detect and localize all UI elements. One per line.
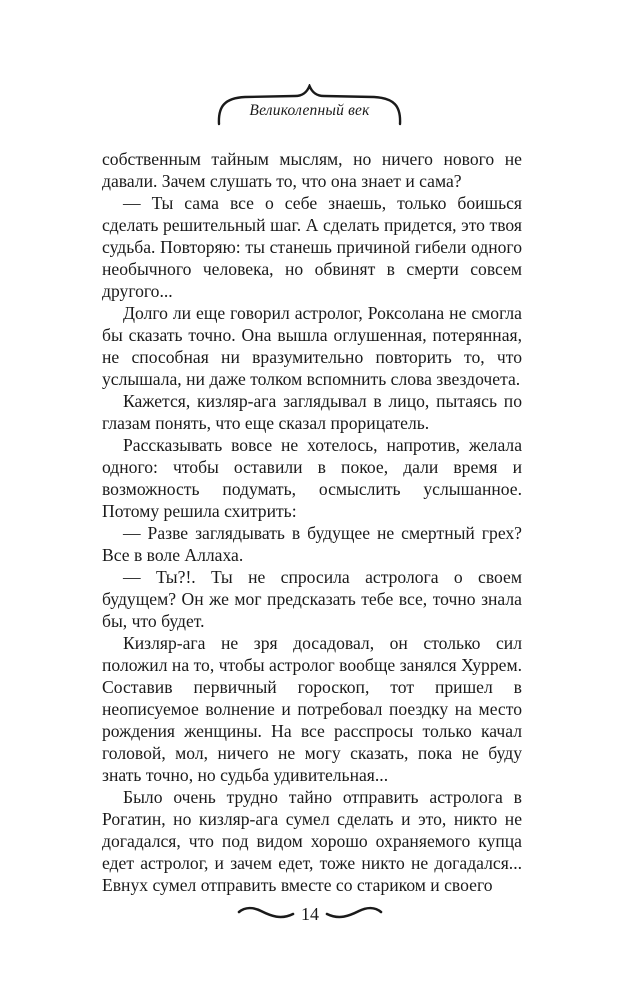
paragraph: — Ты?!. Ты не спросила астролога о своем будущем? Он же мог предсказать тебе все, точно знала бы, что будет. <box>102 567 522 631</box>
paragraph: Рассказывать вовсе не хотелось, напротив, желала одного: чтобы оставили в покое, дали время и возможность подумать, осмыслить услышанное. Потому решила схитрить: <box>102 435 522 521</box>
page-footer <box>235 898 385 934</box>
paragraph: Было очень трудно тайно отправить астролога в Рогатин, но кизляр-ага сумел сделать и это, никто не догадался, что под видом хорошо охраняемого купца едет астролог, и зачем едет, тоже никто не догадался... Евнух сумел отправить вместе со стариком и своего <box>102 787 522 895</box>
page-body <box>102 148 522 896</box>
paragraph: — Разве заглядывать в будущее не смертный грех? Все в воле Аллаха. <box>102 523 522 565</box>
paragraph: Кажется, кизляр-ага заглядывал в лицо, пытаясь по глазам понять, что еще сказал прорицатель. <box>102 391 522 433</box>
paragraph: Кизляр-ага не зря досадовал, он столько сил положил на то, чтобы астролог вообще занялся Хуррем. Составив первичный гороскоп, тот пришел в неописуемое волнение и потребовал поездку на место рождения женщины. На все расспросы только качал головой, мол, ничего не могу сказать, пока не буду знать точно, но судьба удивительная... <box>102 633 522 785</box>
page-number: 14 <box>301 904 319 924</box>
paragraph: Долго ли еще говорил астролог, Роксолана не смогла бы сказать точно. Она вышла оглушенная, потерянная, не способная ни вразумительно повторить то, что услышала, ни даже толком вспомнить слова звездочета. <box>102 303 522 389</box>
paragraph: — Ты сама все о себе знаешь, только боишься сделать решительный шаг. А сделать придется, это твоя судьба. Повторяю: ты станешь причиной гибели одного необычного человека, но обвинят в смерти совсем другого... <box>102 193 522 301</box>
paragraph: собственным тайным мыслям, но ничего нового не давали. Зачем слушать то, что она знает и сама? <box>102 149 522 191</box>
running-header-title: Великолепный век <box>249 102 370 119</box>
running-header <box>215 84 404 134</box>
